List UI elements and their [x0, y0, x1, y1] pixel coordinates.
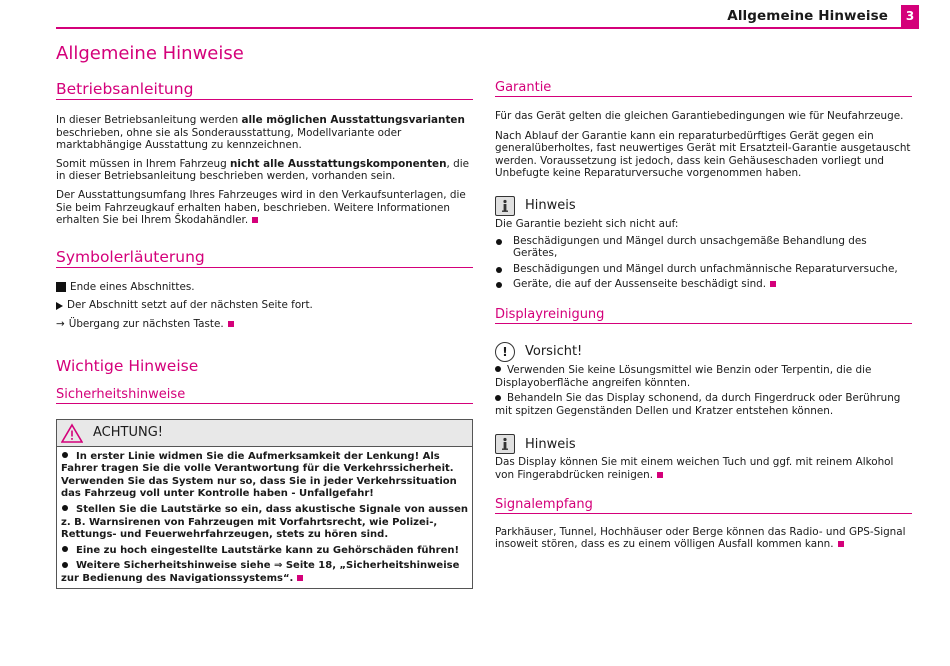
end-mark-icon [228, 321, 234, 327]
end-mark-icon [297, 575, 303, 581]
header-title: Allgemeine Hinweise [727, 8, 888, 24]
note-header-display [495, 434, 912, 454]
list-item: Beschädigungen und Mängel durch unfachmännische Reparaturversuche, [495, 263, 912, 276]
left-column [56, 80, 473, 589]
caution-icon: ! [495, 342, 515, 362]
note-label: Hinweis [525, 436, 576, 452]
continue-triangle-icon [56, 302, 63, 310]
header-rule [56, 27, 904, 29]
caution-item: Verwenden Sie keine Lösungsmittel wie Benzin oder Terpentin, die die Displayoberfläche angreifen könnten. [495, 363, 872, 389]
garantie-paragraph-2: Nach Ablauf der Garantie kann ein reparaturbedürftiges Gerät gegen ein generalüberholtes, fast neuwertiges Gerät mit Ersatzteil-Garantie ausgetauscht werden. Voraussetzung ist jedoch, dass kein Gehäuseschaden vorliegt und Unbefugte keine Reparaturversuche vorgenommen haben. [495, 129, 911, 180]
bullet-icon [496, 282, 502, 288]
warning-item: Eine zu hoch eingestellte Lautstärke kann zu Gehörschäden führen! [61, 545, 468, 558]
note-label: Hinweis [525, 198, 576, 214]
section-heading-garantie: Garantie [495, 80, 912, 97]
bullet-icon [62, 452, 68, 458]
betrieb-paragraph-1: In dieser Betriebsanleitung werden alle möglichen Ausstattungsvarianten beschrieben, ohne sie als Sonderausstattung, Modellvariante oder marktabhängige Ausstattung zu kennzeichnen. [56, 114, 465, 152]
info-icon [495, 434, 515, 454]
caution-label: Vorsicht! [525, 344, 583, 360]
end-mark-icon [657, 472, 663, 478]
bullet-icon [62, 562, 68, 568]
right-column [495, 80, 912, 551]
section-heading-wichtige-hinweise: Wichtige Hinweise [56, 356, 199, 375]
warning-header [57, 420, 472, 447]
note-intro: Die Garantie bezieht sich nicht auf: [495, 217, 679, 230]
end-mark-icon [838, 541, 844, 547]
symbol-row-end: Ende eines Abschnittes. [56, 281, 473, 294]
symbol-row-continue: Der Abschnitt setzt auf der nächsten Seite fort. [56, 299, 473, 312]
end-mark-icon [770, 281, 776, 287]
info-icon [495, 196, 515, 216]
bullet-icon [496, 239, 502, 245]
bullet-icon [495, 395, 501, 401]
note-header-garantie [495, 196, 912, 216]
right-arrow-icon: → [56, 317, 65, 330]
list-item: Beschädigungen und Mängel durch unsachgemäße Behandlung des Gerätes, [495, 235, 912, 260]
warning-item: In erster Linie widmen Sie die Aufmerksamkeit der Lenkung! Als Fahrer tragen Sie die volle Verantwortung für die Verkehrssicherheit. Verwenden Sie das System nur so, dass Sie in jeder Verkehrssituation das Fahrzeug voll unter Kontrolle haben - Unfallgefahr! [61, 450, 457, 500]
betrieb-paragraph-2: Somit müssen in Ihrem Fahrzeug nicht alle Ausstattungskomponenten, die in dieser Betriebsanleitung beschrieben werden, vorhanden sein. [56, 157, 469, 183]
bullet-icon [496, 267, 502, 273]
end-mark-icon [252, 217, 258, 223]
symbol-row-next: → Übergang zur nächsten Taste. [56, 318, 473, 331]
bullet-icon [495, 366, 501, 372]
garantie-paragraph-1: Für das Gerät gelten die gleichen Garantiebedingungen wie für Neufahrzeuge. [495, 110, 904, 122]
caution-header [495, 342, 912, 362]
section-heading-symbolerlaeuterung: Symbolerläuterung [56, 248, 473, 268]
warning-body [57, 447, 472, 589]
signal-text: Parkhäuser, Tunnel, Hochhäuser oder Berge können das Radio- und GPS-Signal insoweit stören, dass es zu einem völligen Ausfall kommen kann. [495, 525, 906, 551]
betrieb-paragraph-3: Der Ausstattungsumfang Ihres Fahrzeuges wird in den Verkaufsunterlagen, die Sie beim Fahrzeugkauf erhalten haben, beschrieben. Weitere Informationen erhalten Sie bei Ihrem Škodahändler. [56, 188, 466, 227]
subsection-heading-sicherheitshinweise: Sicherheitshinweise [56, 387, 473, 404]
display-note-text: Das Display können Sie mit einem weichen Tuch und ggf. mit reinem Alkohol von Fingerabdrücken reinigen. [495, 456, 894, 481]
list-item: Geräte, die auf der Aussenseite beschädigt sind. [495, 278, 912, 291]
warning-item: Stellen Sie die Lautstärke so ein, dass akustische Signale von aussen z. B. Warnsirenen von Fahrzeugen mit Vorfahrtsrecht, wie Polizei-, Rettungs- und Feuerwehrfahrzeugen, stets zu hören sind. [61, 503, 468, 541]
section-heading-betriebsanleitung: Betriebsanleitung [56, 80, 473, 100]
warning-label: ACHTUNG! [93, 425, 163, 441]
section-heading-signalempfang: Signalempfang [495, 497, 912, 514]
page-title: Allgemeine Hinweise [56, 43, 244, 64]
warning-triangle-icon [61, 423, 83, 443]
bullet-icon [62, 546, 68, 552]
bullet-icon [62, 505, 68, 511]
warning-item: Weitere Sicherheitshinweise siehe ⇒ Seite 18, „Sicherheitshinweise zur Bedienung des Navigationssystems“. [61, 560, 460, 584]
page-number: 3 [901, 5, 919, 29]
section-end-square-icon [56, 282, 66, 292]
section-heading-displayreinigung: Displayreinigung [495, 307, 912, 324]
caution-item: Behandeln Sie das Display schonend, da durch Fingerdruck oder Berührung mit spitzen Gegenständen Dellen und Kratzer entstehen können. [495, 392, 901, 417]
warning-box [56, 419, 473, 590]
